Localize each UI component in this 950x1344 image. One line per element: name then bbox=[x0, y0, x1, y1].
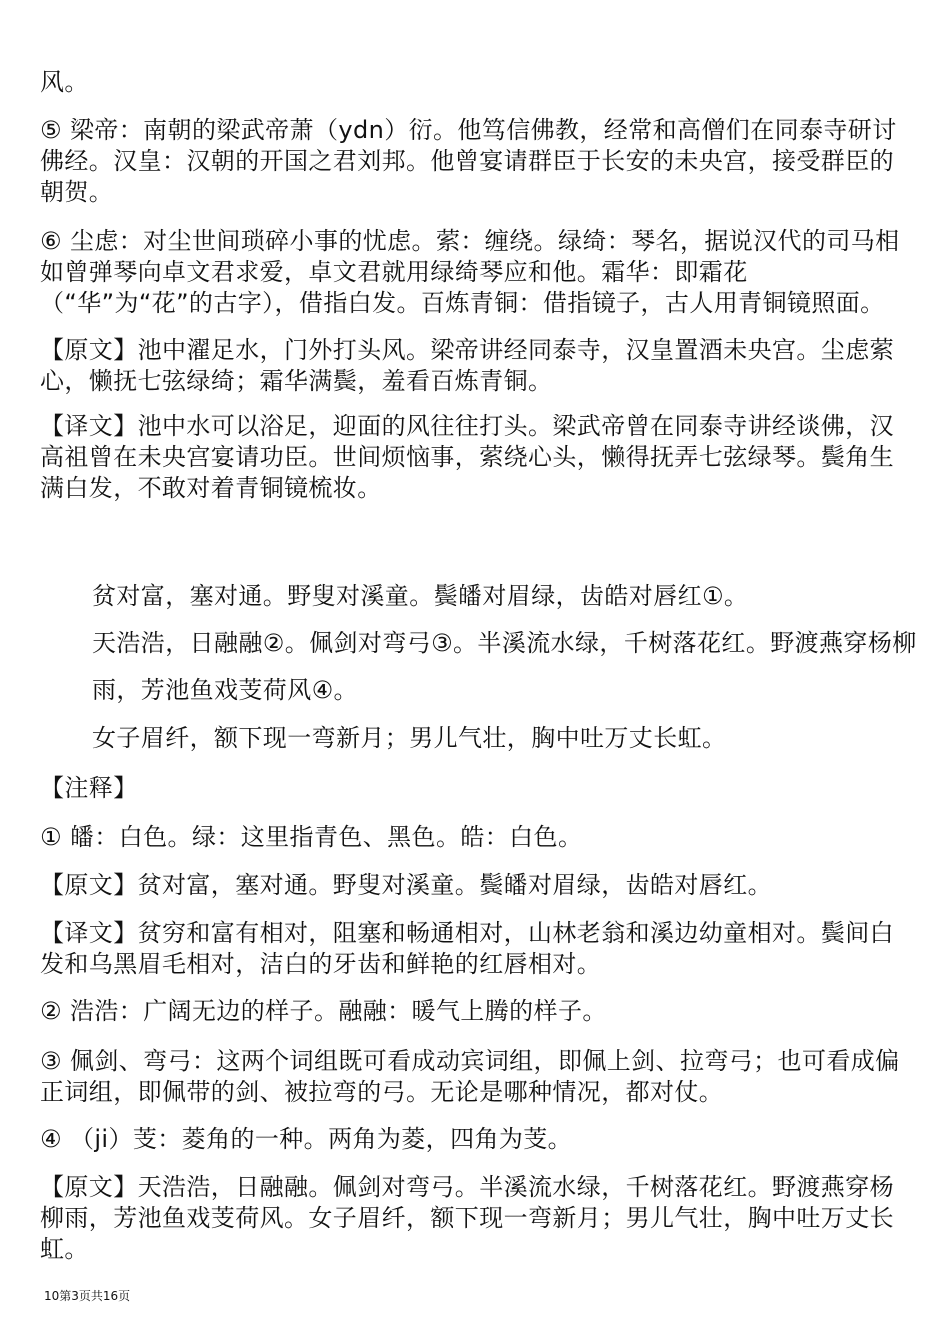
original-text-poor-rich: 【原文】贫对富，塞对通。野叟对溪童。鬓皤对眉绿，齿皓对唇红。 bbox=[40, 871, 772, 899]
verse-woman-brows: 女子眉纤，额下现一弯新月；男儿气壮，胸中吐万丈长虹。 bbox=[92, 724, 727, 752]
page-footer: 10第3页共16页 bbox=[44, 1289, 131, 1303]
note-3-sword-bow: ③ 佩剑、弯弓：这两个词组既可看成动宾词组，即佩上剑、拉弯弓；也可看成偏正词组，即佩带的剑、被拉弯的弓。无论是哪种情况，都对仗。 bbox=[40, 1047, 900, 1106]
note-2-vast: ② 浩浩：广阔无边的样子。融融：暖气上腾的样子。 bbox=[40, 997, 607, 1025]
annotation-heading: 【注释】 bbox=[40, 774, 138, 802]
original-text-pool: 【原文】池中濯足水，门外打头风。梁帝讲经同泰寺，汉皇置酒未央宫。尘虑萦心，懒抚七弦绿绮；霜华满鬓，羞看百炼青铜。 bbox=[40, 336, 894, 395]
translation-poor-rich: 【译文】贫穷和富有相对，阻塞和畅通相对，山林老翁和溪边幼童相对。鬓间白发和乌黑眉毛相对，洁白的牙齿和鲜艳的红唇相对。 bbox=[40, 919, 894, 978]
note-1-white: ① 皤：白色。绿：这里指青色、黑色。皓：白色。 bbox=[40, 823, 583, 851]
note-5-liang-emperor: ⑤ 梁帝：南朝的梁武帝萧（ydn）衍。他笃信佛教，经常和高僧们在同泰寺研讨佛经。汉皇：汉朝的开国之君刘邦。他曾宴请群臣于长安的未央宫，接受群臣的朝贺。 bbox=[40, 116, 897, 206]
original-text-sky-vast: 【原文】天浩浩，日融融。佩剑对弯弓。半溪流水绿，千树落花红。野渡燕穿杨柳雨，芳池鱼戏芰荷风。女子眉纤，额下现一弯新月；男儿气壮，胸中吐万丈长虹。 bbox=[40, 1173, 894, 1263]
verse-poor-rich: 贫对富，塞对通。野叟对溪童。鬓皤对眉绿，齿皓对唇红①。 bbox=[92, 582, 749, 610]
translation-pool: 【译文】池中水可以浴足，迎面的风往往打头。梁武帝曾在同泰寺讲经谈佛，汉高祖曾在未央宫宴请功臣。世间烦恼事，萦绕心头，懒得抚弄七弦绿琴。鬓角生满白发，不敢对着青铜镜梳妆。 bbox=[40, 412, 894, 502]
paragraph-wind-end: 风。 bbox=[40, 68, 89, 96]
note-4-water-chestnut: ④ （ji）芰：菱角的一种。两角为菱，四角为芰。 bbox=[40, 1125, 573, 1153]
note-6-dust-worries: ⑥ 尘虑：对尘世间琐碎小事的忧虑。萦：缠绕。绿绮：琴名，据说汉代的司马相如曾弹琴向卓文君求爱，卓文君就用绿绮琴应和他。霜华：即霜花（“华”为“花”的古字），借指白发。百炼青铜：借指镜子，古人用青铜镜照面。 bbox=[40, 227, 900, 317]
verse-sky-vast: 天浩浩，日融融②。佩剑对弯弓③。半溪流水绿，千树落花红。野渡燕穿杨柳雨，芳池鱼戏芰荷风④。 bbox=[92, 629, 917, 704]
